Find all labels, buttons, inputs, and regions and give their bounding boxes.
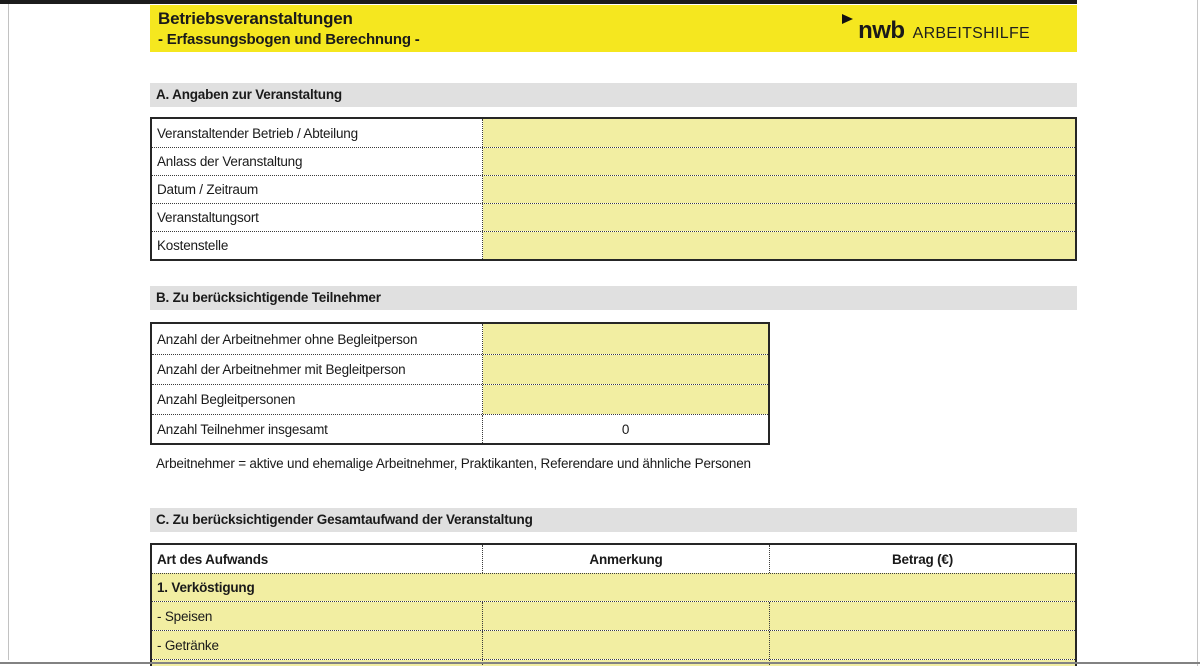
input-cell-anlass[interactable] [483, 148, 1075, 175]
section-a-header: A. Angaben zur Veranstaltung [150, 83, 1077, 107]
table-row [152, 147, 1075, 175]
section-c-header: C. Zu berücksichtigender Gesamtaufwand der Veranstaltung [150, 508, 1077, 532]
table-row [152, 231, 1075, 259]
field-label-kostenstelle: Kostenstelle [152, 232, 483, 259]
input-cell-speisen-betrag[interactable] [770, 602, 1075, 630]
title-banner [150, 5, 1077, 52]
table-header-row [152, 545, 1075, 573]
field-label-ort: Veranstaltungsort [152, 204, 483, 231]
input-cell-ort[interactable] [483, 204, 1075, 231]
input-cell-getraenke-anmerkung[interactable] [483, 631, 770, 659]
column-header-anmerkung: Anmerkung [483, 545, 770, 573]
column-header-art: Art des Aufwands [152, 545, 483, 573]
field-label-betrieb: Veranstaltender Betrieb / Abteilung [152, 119, 483, 147]
total-value-cell: 0 [621, 421, 630, 437]
field-label-getraenke: - Getränke [152, 631, 483, 659]
input-cell-betrieb[interactable] [483, 119, 1075, 147]
table-row [152, 175, 1075, 203]
group-row-verkoestigung [152, 573, 1075, 601]
input-cell-kostenstelle[interactable] [483, 232, 1075, 259]
field-label-an-ohne: Anzahl der Arbeitnehmer ohne Begleitperson [152, 324, 483, 354]
section-c-table [150, 543, 1077, 666]
page-subtitle: - Erfassungsbogen und Berechnung - [158, 31, 420, 48]
field-label-speisen: - Speisen [152, 602, 483, 630]
page-bottom-border [0, 662, 1200, 664]
table-row-getraenke [152, 630, 1075, 659]
table-row-speisen [152, 601, 1075, 630]
column-header-betrag: Betrag (€) [770, 545, 1075, 573]
input-cell-speisen-anmerkung[interactable] [483, 602, 770, 630]
nwb-logo [858, 19, 1030, 43]
section-b-header: B. Zu berücksichtigende Teilnehmer [150, 286, 1077, 310]
table-row-total [152, 414, 768, 443]
field-label-insgesamt: Anzahl Teilnehmer insgesamt [152, 415, 483, 443]
input-cell-datum[interactable] [483, 176, 1075, 203]
table-row [152, 354, 768, 384]
play-triangle-icon [842, 14, 853, 24]
table-row [152, 384, 768, 414]
field-label-anlass: Anlass der Veranstaltung [152, 148, 483, 175]
table-row [152, 324, 768, 354]
page-title: Betriebsveranstaltungen [158, 9, 353, 28]
logo-brand-text: nwb [858, 17, 905, 44]
field-label-datum: Datum / Zeitraum [152, 176, 483, 203]
section-a-table [150, 117, 1077, 261]
field-label-begleitpersonen: Anzahl Begleitpersonen [152, 385, 483, 414]
input-cell-begleitpersonen[interactable] [483, 385, 768, 414]
page-left-border [8, 4, 9, 660]
group-row-label: 1. Verköstigung [157, 580, 255, 595]
input-cell-getraenke-betrag[interactable] [770, 631, 1075, 659]
logo-suffix-text: ARBEITSHILFE [912, 25, 1030, 42]
section-b-table [150, 322, 770, 445]
input-cell-an-ohne[interactable] [483, 324, 768, 354]
arbeitnehmer-note: Arbeitnehmer = aktive und ehemalige Arbeitnehmer, Praktikanten, Referendare und ähnliche Personen [156, 456, 751, 471]
page-right-border [1197, 0, 1198, 666]
table-row [152, 203, 1075, 231]
table-row [152, 119, 1075, 147]
field-label-an-mit: Anzahl der Arbeitnehmer mit Begleitperson [152, 355, 483, 384]
page-top-border [0, 0, 1077, 4]
input-cell-an-mit[interactable] [483, 355, 768, 384]
